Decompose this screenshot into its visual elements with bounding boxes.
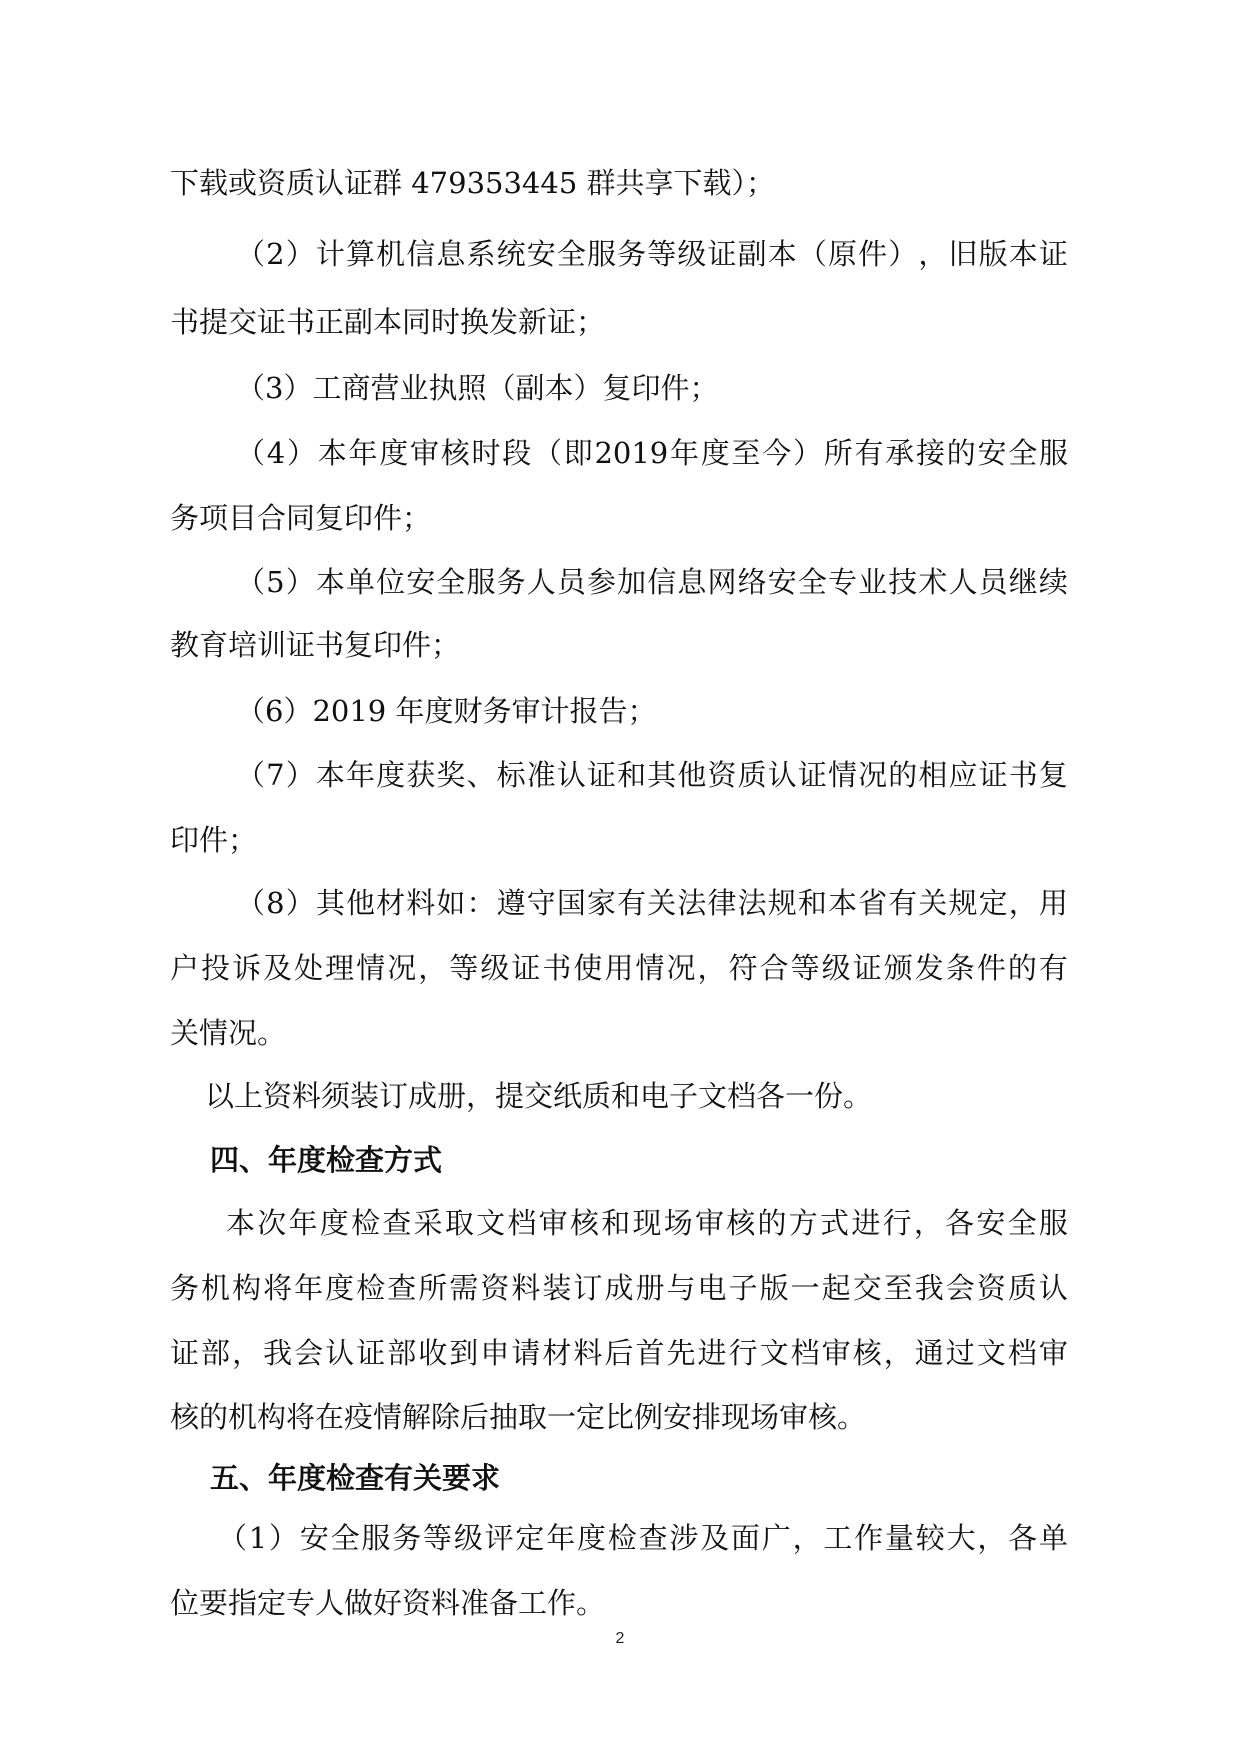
paragraph-line-item-4: （ 4 ） 本 年 度 审 核 时 段 （ 即 2019 年 度 至 今 ） 所 有 承 接 的 安 全 服	[236, 436, 1068, 470]
paragraph-line: 印件；	[170, 823, 258, 857]
paragraph-line-item-7: （ 7 ） 本 年 度 获 奖 、 标 准 认 证 和 其 他 资 质 认 证 情 况 的 相 应 证 书 复	[236, 758, 1068, 792]
paragraph-line: 教育培训证书复印件；	[170, 628, 461, 662]
paragraph-line-item-8: （ 8 ） 其 他 材 料 如 ： 遵 守 国 家 有 关 法 律 法 规 和 本 省 有 关 规 定 ， 用	[236, 886, 1068, 920]
paragraph-line: 务项目合同复印件；	[170, 501, 432, 535]
paragraph-line: 户 投 诉 及 处 理 情 况 ， 等 级 证 书 使 用 情 况 ， 符 合 等 级 证 颁 发 条 件 的 有	[170, 951, 1068, 985]
section-heading-4: 四、年度检查方式	[210, 1143, 443, 1177]
paragraph-line: 务 机 构 将 年 度 检 查 所 需 资 料 装 订 成 册 与 电 子 版 一 起 交 至 我 会 资 质 认	[170, 1271, 1068, 1305]
paragraph-line-item-1: （ 1 ） 安 全 服 务 等 级 评 定 年 度 检 查 涉 及 面 广 ， 工 作 量 较 大 ， 各 单	[218, 1521, 1068, 1555]
paragraph-line-item-2: （ 2 ） 计 算 机 信 息 系 统 安 全 服 务 等 级 证 副 本 （ 原 件 ） ， 旧 版 本 证	[236, 237, 1068, 271]
paragraph-line: 位要指定专人做好资料准备工作。	[170, 1586, 606, 1620]
page-number: 2	[615, 1630, 625, 1647]
paragraph-line-item-6: （6）2019 年度财务审计报告；	[236, 694, 657, 728]
paragraph-line: 证 部 ， 我 会 认 证 部 收 到 申 请 材 料 后 首 先 进 行 文 档 审 核 ， 通 过 文 档 审	[170, 1336, 1068, 1370]
paragraph-line: 核的机构将在疫情解除后抽取一定比例安排现场审核。	[170, 1400, 867, 1434]
paragraph-line: 本 次 年 度 检 查 采 取 文 档 审 核 和 现 场 审 核 的 方 式 进 行 ， 各 安 全 服	[226, 1206, 1068, 1240]
closing-note: 以上资料须装订成册，提交纸质和电子文档各一份。	[205, 1079, 873, 1113]
paragraph-line: 关情况。	[170, 1016, 287, 1050]
paragraph-line-item-5: （ 5 ） 本 单 位 安 全 服 务 人 员 参 加 信 息 网 络 安 全 专 业 技 术 人 员 继 续	[236, 565, 1068, 599]
paragraph-line: 书提交证书正副本同时换发新证；	[170, 305, 606, 339]
section-heading-5: 五、年度检查有关要求	[210, 1461, 501, 1495]
paragraph-line-item-3: （3）工商营业执照（副本）复印件；	[236, 371, 719, 405]
paragraph-line: 下载或资质认证群 479353445 群共享下载）；	[170, 166, 775, 200]
